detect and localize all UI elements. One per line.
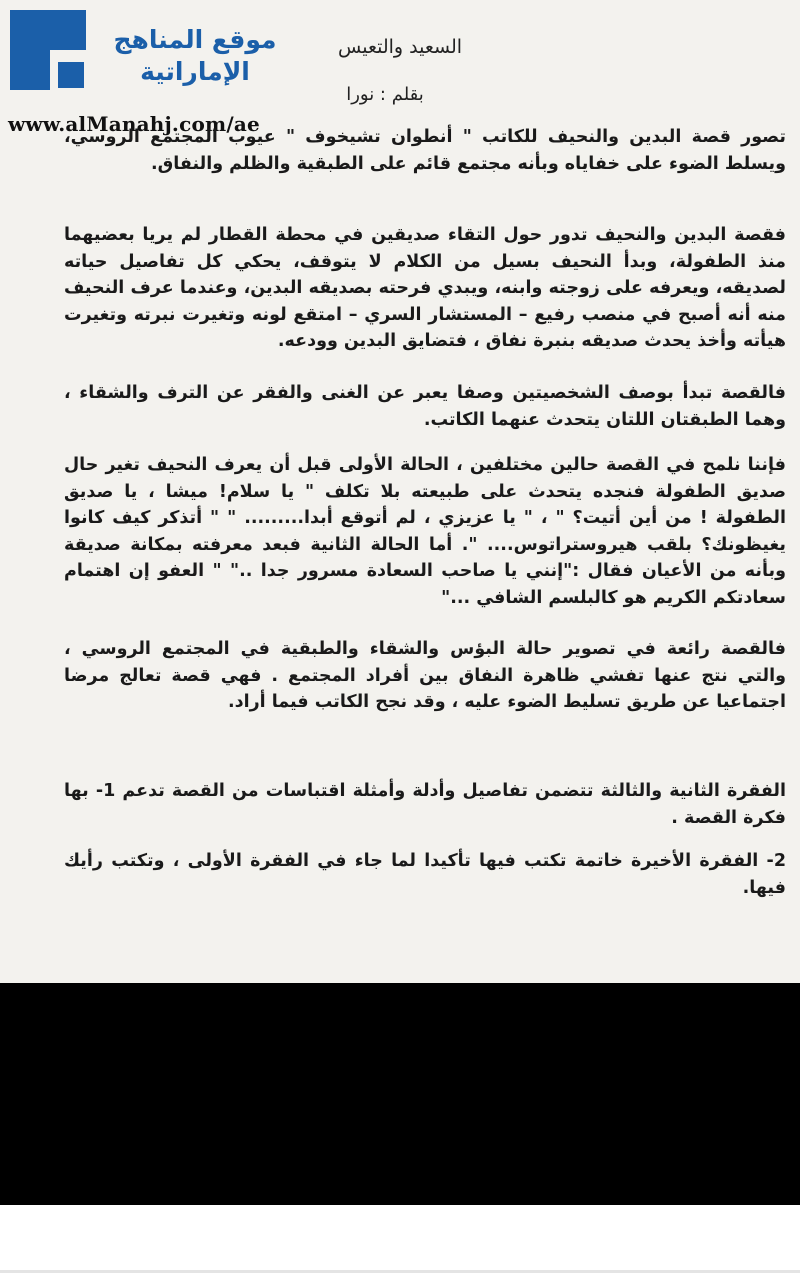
paragraph: فالقصة رائعة في تصوير حالة البؤس والشقاء والطبقية في المجتمع الروسي ، والتي نتج عنها تفشي ظاهرة النفاق بين أفراد المجتمع . فهي قصة تعالج مرضا اجتماعيا عن طريق تسليط الضوء عليه ، وقد نجح الكاتب فيما أراد. bbox=[64, 639, 786, 712]
divider bbox=[0, 1270, 800, 1273]
paragraph: فإننا نلمح في القصة حالين مختلفين ، الحالة الأولى قبل أن يعرف النحيف تغير حال صديق الطفولة فنجده يتحدث على طبيعته بلا تكلف " يا سلام! ميشا ، يا صديق الطفولة ! من أين أتيت؟ " ، " يا عزيزي ، لم أتوقع أبدا......... " " أتذكر كيف كانوا يغيظونك؟ بلقب هيروستراتوس.... ". أما الحالة الثانية فبعد معرفته بمكانة صديقة وبأنه من الأعيان فقال :"إنني يا صاحب السعادة مسرور جدا .." " العفو إن اهتمام سعادتكم الكريم هو كالبلسم الشافي ..." bbox=[64, 455, 786, 608]
note-item: الفقرة الثانية والثالثة تتضمن تفاصيل وأدلة وأمثلة اقتباسات من القصة تدعم 1- بها فكرة القصة . bbox=[64, 781, 786, 828]
logo-block bbox=[10, 10, 50, 50]
document-title: السعيد والتعيس bbox=[337, 36, 463, 58]
logo-block bbox=[50, 10, 86, 50]
black-overlay bbox=[0, 983, 800, 1205]
logo-block bbox=[58, 62, 84, 88]
logo-block bbox=[10, 50, 50, 90]
bottom-blank-area bbox=[0, 1205, 800, 1280]
paragraph: فالقصة تبدأ بوصف الشخصيتين وصفا يعبر عن الغنى والفقر عن الترف والشقاء ، وهما الطبقتان اللتان يتحدث عنهما الكاتب. bbox=[64, 383, 786, 430]
document-author: بقلم : نورا bbox=[346, 84, 424, 105]
paragraph: تصور قصة البدين والنحيف للكاتب " أنطوان تشيخوف " عيوب المجتمع الروسي، ويسلط الضوء على خفاياه وبأنه مجتمع قائم على الطبقية والظلم والنفاق. bbox=[64, 127, 786, 174]
site-logo bbox=[0, 0, 100, 110]
watermark-site-name: موقع المناهج الإماراتية bbox=[113, 25, 277, 86]
watermark-url: www.alManahj.com/ae bbox=[8, 112, 260, 136]
note-item: 2- الفقرة الأخيرة خاتمة تكتب فيها تأكيدا لما جاء في الفقرة الأولى ، وتكتب رأيك فيها. bbox=[64, 851, 786, 898]
paragraph: فقصة البدين والنحيف تدور حول التقاء صديقين في محطة القطار لم يريا بعضيهما منذ الطفولة، وبدأ النحيف بسيل من الكلام لا يتوقف، يحكي كل تفاصيل حياته لصديقه، ويعرفه على زوجته وابنه، ويبدي فرحته بصديقه البدين، وعندما عرف النحيف منه أنه أصبح في منصب رفيع – المستشار السري – امتقع لونه وتغيرت نبرته وتغيرت هيأته وأخذ يحدث صديقه بنبرة نفاق ، فتضايق البدين وودعه. bbox=[64, 225, 786, 351]
